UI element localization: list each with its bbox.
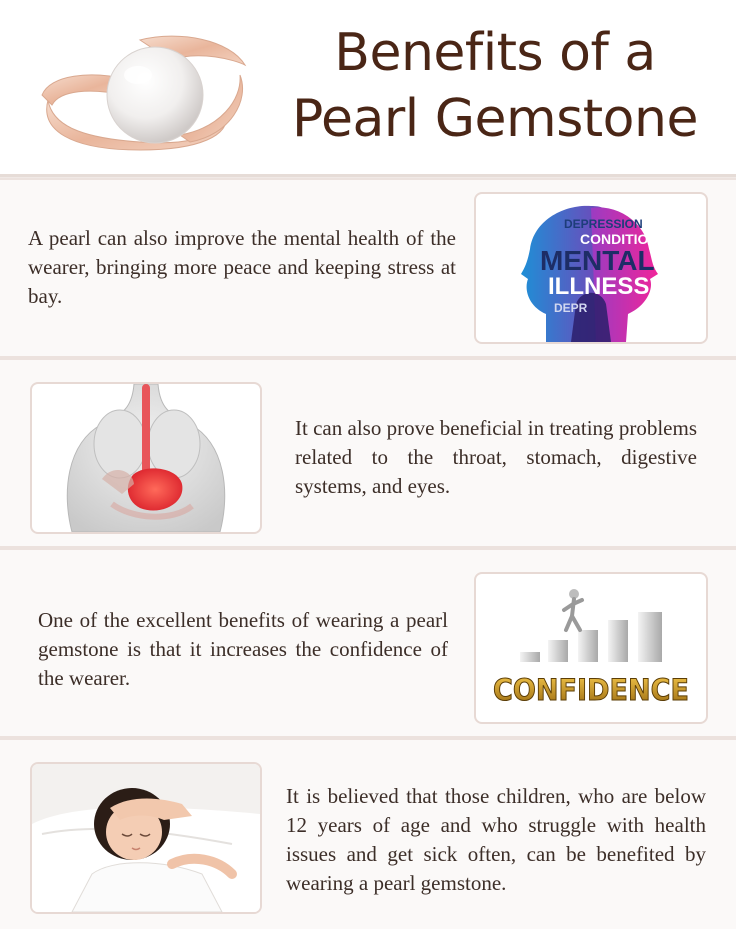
word-mental: MENTAL	[540, 245, 655, 276]
title-line-1: Benefits of a	[334, 23, 656, 83]
page-title	[270, 20, 720, 152]
confidence-image	[474, 572, 708, 724]
benefit-section-mental-health	[0, 178, 736, 358]
benefit-text-confidence: One of the excellent benefits of wearing a pearl gemstone is that it increases the confidence of the wearer.	[38, 608, 448, 690]
benefit-text-mental-health: A pearl can also improve the mental health of the wearer, bringing more peace and keeping stress at bay.	[28, 226, 456, 308]
word-illness: ILLNESS	[548, 273, 650, 300]
word-depression: DEPRESSION	[564, 217, 643, 231]
title-line-2: Pearl Gemstone	[292, 89, 698, 149]
benefit-section-children	[0, 738, 736, 929]
benefit-section-confidence	[0, 548, 736, 738]
word-condition: CONDITION	[580, 231, 659, 247]
benefit-text-children: It is believed that those children, who are below 12 years of age and who struggle with health issues and get sick often, can be benefited by wearing a pearl gemstone.	[286, 784, 706, 895]
word-depr: DEPR	[554, 301, 588, 315]
header	[0, 0, 736, 177]
sick-child-image	[30, 762, 262, 914]
digestive-system-image	[30, 382, 262, 534]
word-confidence: CONFIDENCE	[493, 673, 689, 707]
benefit-text-digestive: It can also prove beneficial in treating problems related to the throat, stomach, digestive systems, and eyes.	[295, 416, 697, 498]
pearl-ring-image	[30, 20, 260, 160]
mental-illness-image	[474, 192, 708, 344]
benefit-section-digestive	[0, 358, 736, 548]
